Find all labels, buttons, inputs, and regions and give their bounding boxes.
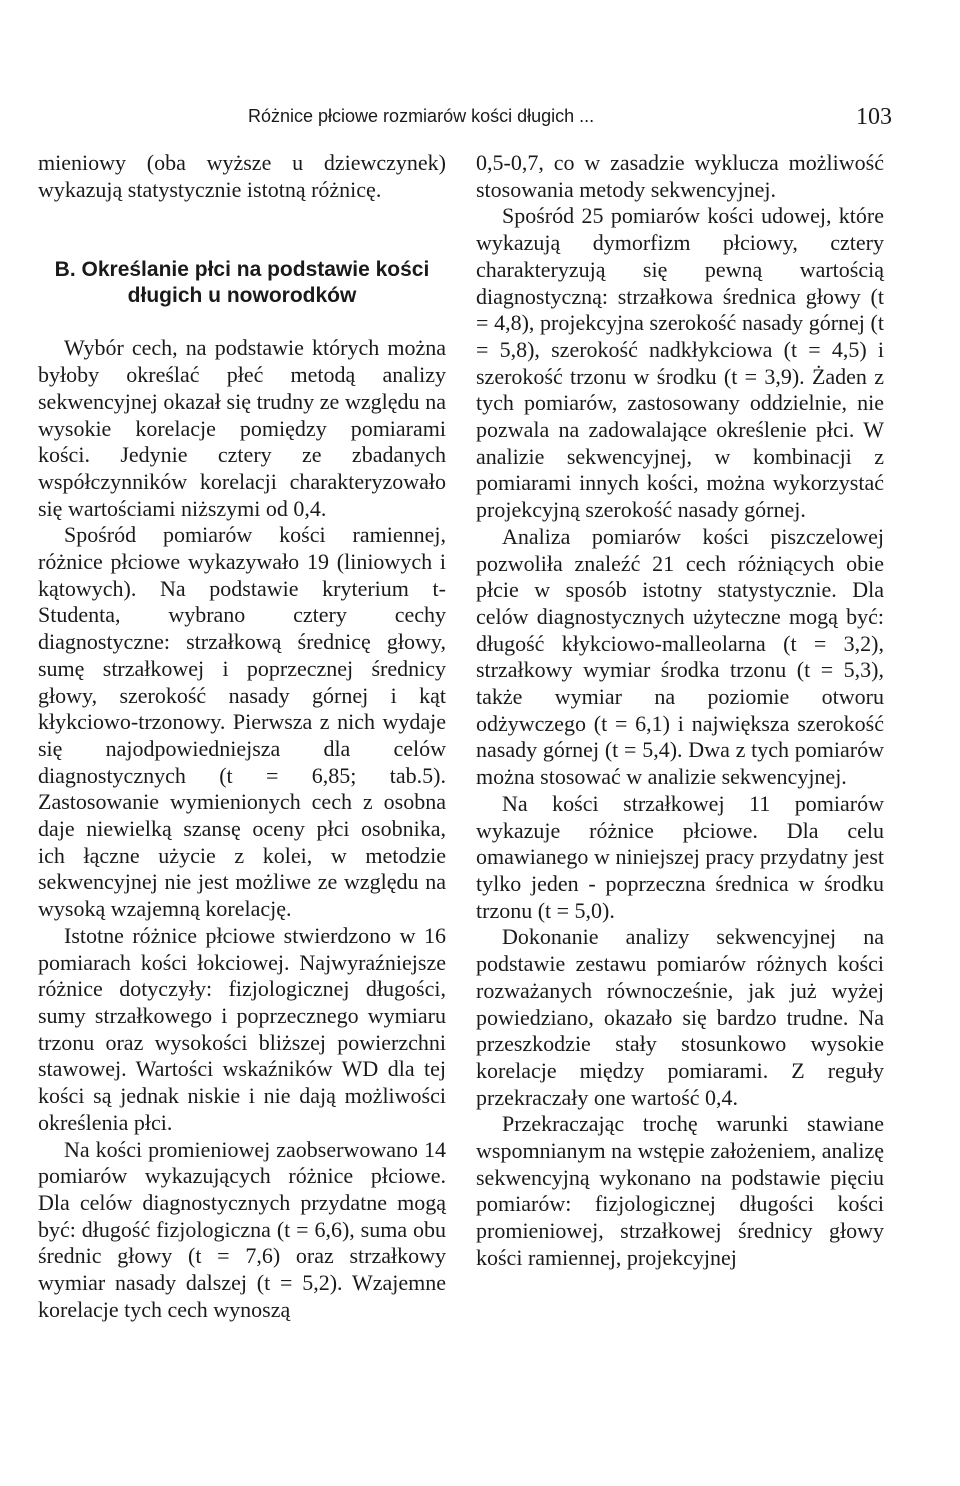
page-number: 103 (856, 104, 892, 130)
left-column (38, 150, 446, 1323)
paragraph: Wybór cech, na podstawie których można byłoby określać płeć metodą analizy sekwencyjnej okazał się trudny ze względu na wysokie korelacje pomiędzy pomiarami kości. Jedynie cztery ze zbadanych współczynników korelacji charakteryzowało się wartościami niższymi od 0,4. (38, 335, 446, 521)
paragraph: Na kości promieniowej zaobserwowano 14 pomiarów wykazujących różnice płciowe. Dla celów diagnostycznych przydatne mogą być: długość fizjologiczna (t = 6,6), suma obu średnic głowy (t = 7,6) oraz strzałkowy wymiar nasady dalszej (t = 5,2). Wzajemne korelacje tych cech wynoszą (38, 1136, 446, 1322)
paragraph: 0,5-0,7, co w zasadzie wyklucza możliwość stosowania metody sekwencyjnej. (476, 150, 884, 202)
paragraph: Istotne różnice płciowe stwierdzono w 16 pomiarach kości łokciowej. Najwyraźniejsze różnice dotyczyły: fizjologicznej długości, sumy strzałkowego i poprzecznego wymiaru trzonu oraz wysokości bliższej powierzchni stawowej. Wartości wskaźników WD dla tej kości są jednak niskie i nie dają możliwości określenia płci. (38, 922, 446, 1135)
paragraph: Dokonanie analizy sekwencyjnej na podstawie zestawu pomiarów różnych kości rozważanych równocześnie, jak już wyżej powiedziano, okazało się bardzo trudne. Na przeszkodzie stały stosunkowo wysokie korelacje między pomiarami. Z reguły przekraczały one wartość 0,4. (476, 924, 884, 1110)
right-column (476, 150, 884, 1272)
running-title: Różnice płciowe rozmiarów kości długich ... (248, 106, 595, 126)
paragraph: Przekraczając trochę warunki stawiane wspomnianym na wstępie założeniem, analizę sekwencyjną wykonano na podstawie pięciu pomiarów: fizjologicznej długości kości promieniowej, strzałkowej średnicy głowy kości ramiennej, projekcyjnej (476, 1111, 884, 1270)
paragraph: Na kości strzałkowej 11 pomiarów wykazuje różnice płciowe. Dla celu omawianego w niniejszej pracy przydatny jest tylko jeden - poprzeczna średnica w środku trzonu (t = 5,0). (476, 790, 884, 923)
section-heading: B. Określanie płci na podstawie kości długich u noworodków (54, 258, 430, 308)
paragraph: Spośród 25 pomiarów kości udowej, które wykazują dymorfizm płciowy, cztery charakteryzują się pewną wartością diagnostyczną: strzałkowa średnica głowy (t = 4,8), projekcyjna szerokość nasady górnej (t = 5,8), szerokość nadkłykciowa (t = 4,5) i szerokość trzonu w środku (t = 3,9). Żaden z tych pomiarów, zastosowany oddzielnie, nie pozwala na zadowalające określenie płci. W analizie sekwencyjnej, w kombinacji z pomiarami innych kości, można wykorzystać projekcyjną szerokość nasady górnej. (476, 203, 884, 523)
paragraph: Analiza pomiarów kości piszczelowej pozwoliła znaleźć 21 cech różniących obie płcie w sposób istotny statystycznie. Dla celów diagnostycznych użyteczne mogą być: długość kłykciowo-malleolarna (t = 3,2), strzałkowy wymiar środka trzonu (t = 5,3), także wymiar na poziomie otworu odżywczego (t = 6,1) i największa szerokość nasady górnej (t = 5,4). Dwa z tych pomiarów można stosować w analizie sekwencyjnej. (476, 523, 884, 790)
paragraph: Spośród pomiarów kości ramiennej, różnice płciowe wykazywało 19 (liniowych i kątowych). Na podstawie kryterium t-Studenta, wybrano cztery cechy diagnostyczne: strzałkową średnicę głowy, sumę strzałkowej i poprzecznej średnicy głowy, szerokość nasady górnej i kąt kłykciowo-trzonowy. Pierwsza z nich wydaje się najodpowiedniejsza dla celów diagnostycznych (t = 6,85; tab.5). Zastosowanie wymienionych cech z osobna daje niewielką szansę oceny płci osobnika, ich łączne użycie z kolei, w metodzie sekwencyjnej nie jest możliwe ze względu na wysoką wzajemną korelację. (38, 522, 446, 922)
paragraph: mieniowy (oba wyższe u dziewczynek) wykazują statystycznie istotną różnicę. (38, 150, 446, 202)
